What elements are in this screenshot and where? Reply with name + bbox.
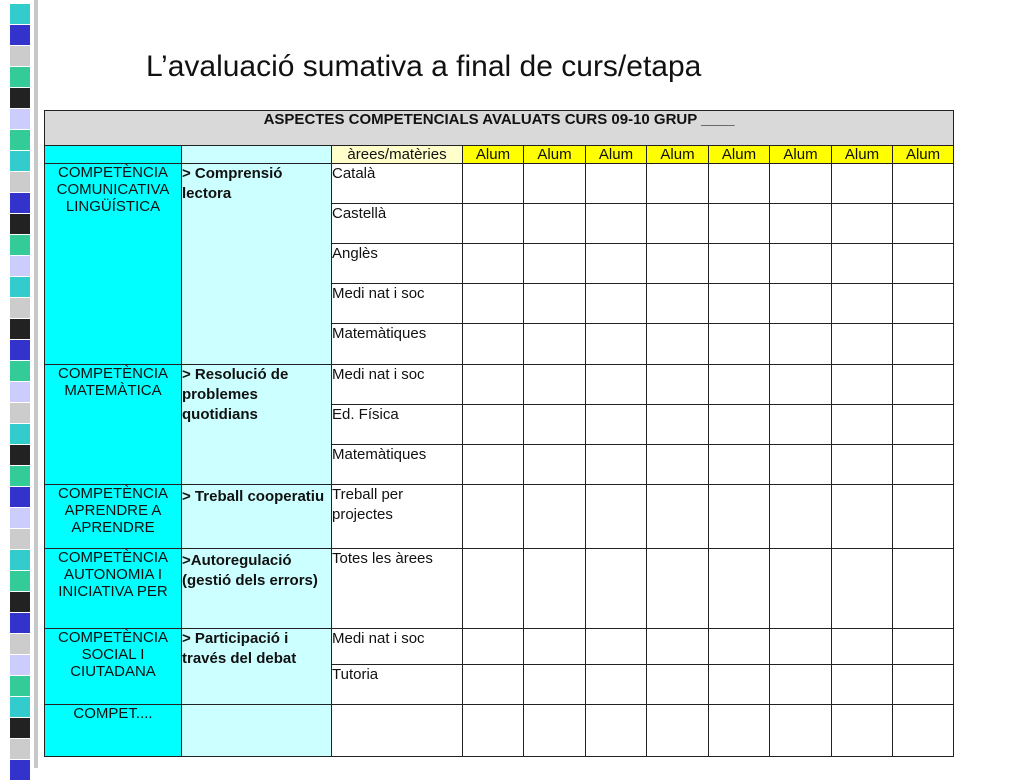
student-mark-cell[interactable] (463, 629, 524, 665)
subject-cell: Català (332, 164, 463, 204)
student-mark-cell[interactable] (524, 405, 586, 445)
decoration-square (10, 424, 30, 444)
subject-cell: Matemàtiques (332, 324, 463, 365)
header-alum: Alum (463, 146, 524, 164)
decoration-square (10, 529, 30, 549)
student-mark-cell[interactable] (524, 445, 586, 485)
student-mark-cell[interactable] (647, 549, 709, 629)
student-mark-cell[interactable] (586, 405, 647, 445)
competence-cell: COMPETÈNCIA MATEMÀTICA (45, 365, 182, 485)
student-mark-cell[interactable] (832, 705, 893, 757)
subject-cell: Tutoria (332, 665, 463, 705)
skill-cell: > Participació i través del debat (182, 629, 332, 705)
skill-cell: >Autoregulació (gestió dels errors) (182, 549, 332, 629)
header-blank-competence (45, 146, 182, 164)
decoration-stem (34, 0, 38, 768)
student-mark-cell[interactable] (463, 204, 524, 244)
decoration-square (10, 718, 30, 738)
skill-cell: > Comprensió lectora (182, 164, 332, 365)
student-mark-cell[interactable] (524, 164, 586, 204)
decoration-square (10, 550, 30, 570)
student-mark-cell[interactable] (647, 204, 709, 244)
student-mark-cell[interactable] (586, 665, 647, 705)
student-mark-cell[interactable] (709, 204, 770, 244)
student-mark-cell[interactable] (463, 485, 524, 549)
student-mark-cell[interactable] (709, 244, 770, 284)
student-mark-cell[interactable] (647, 365, 709, 405)
student-mark-cell[interactable] (832, 365, 893, 405)
student-mark-cell[interactable] (893, 549, 954, 629)
student-mark-cell[interactable] (524, 284, 586, 324)
subject-cell (332, 705, 463, 757)
decoration-square (10, 130, 30, 150)
student-mark-cell[interactable] (586, 629, 647, 665)
subject-cell: Matemàtiques (332, 445, 463, 485)
student-mark-cell[interactable] (770, 405, 832, 445)
student-mark-cell[interactable] (463, 164, 524, 204)
student-mark-cell[interactable] (709, 629, 770, 665)
student-mark-cell[interactable] (832, 244, 893, 284)
student-mark-cell[interactable] (647, 244, 709, 284)
decoration-square (10, 277, 30, 297)
competence-cell: COMPETÈNCIA APRENDRE A APRENDRE (45, 485, 182, 549)
table-row (45, 629, 954, 665)
student-mark-cell[interactable] (524, 629, 586, 665)
skill-cell: > Treball cooperatiu (182, 485, 332, 549)
subject-cell: Ed. Física (332, 405, 463, 445)
student-mark-cell[interactable] (586, 549, 647, 629)
student-mark-cell[interactable] (893, 244, 954, 284)
decoration-square (10, 466, 30, 486)
student-mark-cell[interactable] (463, 445, 524, 485)
student-mark-cell[interactable] (893, 365, 954, 405)
student-mark-cell[interactable] (770, 445, 832, 485)
student-mark-cell[interactable] (647, 629, 709, 665)
student-mark-cell[interactable] (893, 629, 954, 665)
student-mark-cell[interactable] (586, 485, 647, 549)
student-mark-cell[interactable] (524, 549, 586, 629)
table-row (45, 365, 954, 405)
decoration-square (10, 697, 30, 717)
subject-cell: Medi nat i soc (332, 365, 463, 405)
student-mark-cell[interactable] (463, 324, 524, 365)
decoration-square (10, 445, 30, 465)
decoration-square (10, 67, 30, 87)
header-alum: Alum (524, 146, 586, 164)
student-mark-cell[interactable] (524, 485, 586, 549)
student-mark-cell[interactable] (463, 705, 524, 757)
student-mark-cell[interactable] (463, 244, 524, 284)
header-blank-skill (182, 146, 332, 164)
student-mark-cell[interactable] (463, 665, 524, 705)
student-mark-cell[interactable] (524, 365, 586, 405)
student-mark-cell[interactable] (832, 445, 893, 485)
student-mark-cell[interactable] (586, 164, 647, 204)
subject-cell: Treball per projectes (332, 485, 463, 549)
header-alum: Alum (647, 146, 709, 164)
student-mark-cell[interactable] (709, 665, 770, 705)
student-mark-cell[interactable] (893, 405, 954, 445)
student-mark-cell[interactable] (709, 485, 770, 549)
decoration-square (10, 403, 30, 423)
decoration-square (10, 151, 30, 171)
decoration-square (10, 109, 30, 129)
decoration-square (10, 361, 30, 381)
header-alum: Alum (709, 146, 770, 164)
decoration-square (10, 298, 30, 318)
student-mark-cell[interactable] (770, 549, 832, 629)
column-header-row (45, 146, 954, 164)
student-mark-cell[interactable] (832, 324, 893, 365)
student-mark-cell[interactable] (832, 549, 893, 629)
competence-cell: COMPET.... (45, 705, 182, 757)
decoration-square (10, 4, 30, 24)
decoration-square (10, 571, 30, 591)
student-mark-cell[interactable] (770, 665, 832, 705)
decoration-square (10, 508, 30, 528)
student-mark-cell[interactable] (709, 549, 770, 629)
subject-cell: Medi nat i soc (332, 629, 463, 665)
student-mark-cell[interactable] (463, 284, 524, 324)
header-alum: Alum (586, 146, 647, 164)
decoration-square (10, 235, 30, 255)
header-areas: àrees/matèries (332, 146, 463, 164)
skill-cell: > Resolució de problemes quotidians (182, 365, 332, 485)
student-mark-cell[interactable] (647, 284, 709, 324)
student-mark-cell[interactable] (647, 705, 709, 757)
decoration-square (10, 172, 30, 192)
decoration-square (10, 592, 30, 612)
student-mark-cell[interactable] (647, 485, 709, 549)
decoration-square (10, 256, 30, 276)
student-mark-cell[interactable] (893, 665, 954, 705)
competence-cell: COMPETÈNCIA COMUNICATIVA LINGÜÍSTICA (45, 164, 182, 365)
table-header: ASPECTES COMPETENCIALS AVALUATS CURS 09-10 GRUP ____ (45, 111, 954, 146)
decoration-square (10, 25, 30, 45)
student-mark-cell[interactable] (709, 445, 770, 485)
decoration-square (10, 88, 30, 108)
header-alum: Alum (832, 146, 893, 164)
student-mark-cell[interactable] (770, 324, 832, 365)
student-mark-cell[interactable] (647, 164, 709, 204)
table-row (45, 164, 954, 204)
student-mark-cell[interactable] (893, 324, 954, 365)
student-mark-cell[interactable] (709, 164, 770, 204)
student-mark-cell[interactable] (770, 705, 832, 757)
subject-cell: Totes les àrees (332, 549, 463, 629)
subject-cell: Medi nat i soc (332, 284, 463, 324)
student-mark-cell[interactable] (524, 204, 586, 244)
student-mark-cell[interactable] (463, 549, 524, 629)
slide-title: L’avaluació sumativa a final de curs/etapa (146, 50, 702, 83)
subject-cell: Anglès (332, 244, 463, 284)
skill-cell (182, 705, 332, 757)
decoration-square (10, 382, 30, 402)
student-mark-cell[interactable] (770, 164, 832, 204)
student-mark-cell[interactable] (893, 164, 954, 204)
student-mark-cell[interactable] (463, 365, 524, 405)
student-mark-cell[interactable] (893, 284, 954, 324)
decoration-square (10, 760, 30, 780)
student-mark-cell[interactable] (524, 324, 586, 365)
student-mark-cell[interactable] (893, 485, 954, 549)
student-mark-cell[interactable] (893, 705, 954, 757)
table-row (45, 549, 954, 629)
student-mark-cell[interactable] (770, 244, 832, 284)
slide-bullet-decoration (10, 0, 30, 768)
header-alum: Alum (893, 146, 954, 164)
student-mark-cell[interactable] (770, 284, 832, 324)
decoration-square (10, 739, 30, 759)
student-mark-cell[interactable] (770, 365, 832, 405)
table-row (45, 485, 954, 549)
student-mark-cell[interactable] (709, 405, 770, 445)
student-mark-cell[interactable] (709, 365, 770, 405)
decoration-square (10, 193, 30, 213)
student-mark-cell[interactable] (893, 204, 954, 244)
assessment-table (44, 110, 954, 757)
decoration-square (10, 634, 30, 654)
student-mark-cell[interactable] (647, 405, 709, 445)
student-mark-cell[interactable] (832, 164, 893, 204)
decoration-square (10, 214, 30, 234)
decoration-square (10, 319, 30, 339)
student-mark-cell[interactable] (832, 405, 893, 445)
student-mark-cell[interactable] (832, 629, 893, 665)
decoration-square (10, 676, 30, 696)
student-mark-cell[interactable] (893, 445, 954, 485)
student-mark-cell[interactable] (709, 324, 770, 365)
decoration-square (10, 655, 30, 675)
student-mark-cell[interactable] (524, 665, 586, 705)
student-mark-cell[interactable] (770, 204, 832, 244)
student-mark-cell[interactable] (647, 324, 709, 365)
decoration-square (10, 613, 30, 633)
student-mark-cell[interactable] (770, 485, 832, 549)
student-mark-cell[interactable] (524, 244, 586, 284)
decoration-square (10, 487, 30, 507)
student-mark-cell[interactable] (586, 244, 647, 284)
student-mark-cell[interactable] (586, 284, 647, 324)
student-mark-cell[interactable] (586, 445, 647, 485)
student-mark-cell[interactable] (709, 284, 770, 324)
decoration-square (10, 340, 30, 360)
student-mark-cell[interactable] (647, 665, 709, 705)
student-mark-cell[interactable] (832, 204, 893, 244)
student-mark-cell[interactable] (586, 324, 647, 365)
table-row (45, 705, 954, 757)
student-mark-cell[interactable] (832, 665, 893, 705)
student-mark-cell[interactable] (586, 204, 647, 244)
header-alum: Alum (770, 146, 832, 164)
competence-cell: COMPETÈNCIA SOCIAL I CIUTADANA (45, 629, 182, 705)
student-mark-cell[interactable] (586, 365, 647, 405)
student-mark-cell[interactable] (832, 284, 893, 324)
student-mark-cell[interactable] (709, 705, 770, 757)
competence-cell: COMPETÈNCIA AUTONOMIA I INICIATIVA PER (45, 549, 182, 629)
student-mark-cell[interactable] (586, 705, 647, 757)
student-mark-cell[interactable] (770, 629, 832, 665)
decoration-square (10, 46, 30, 66)
subject-cell: Castellà (332, 204, 463, 244)
student-mark-cell[interactable] (463, 405, 524, 445)
student-mark-cell[interactable] (647, 445, 709, 485)
student-mark-cell[interactable] (832, 485, 893, 549)
student-mark-cell[interactable] (524, 705, 586, 757)
